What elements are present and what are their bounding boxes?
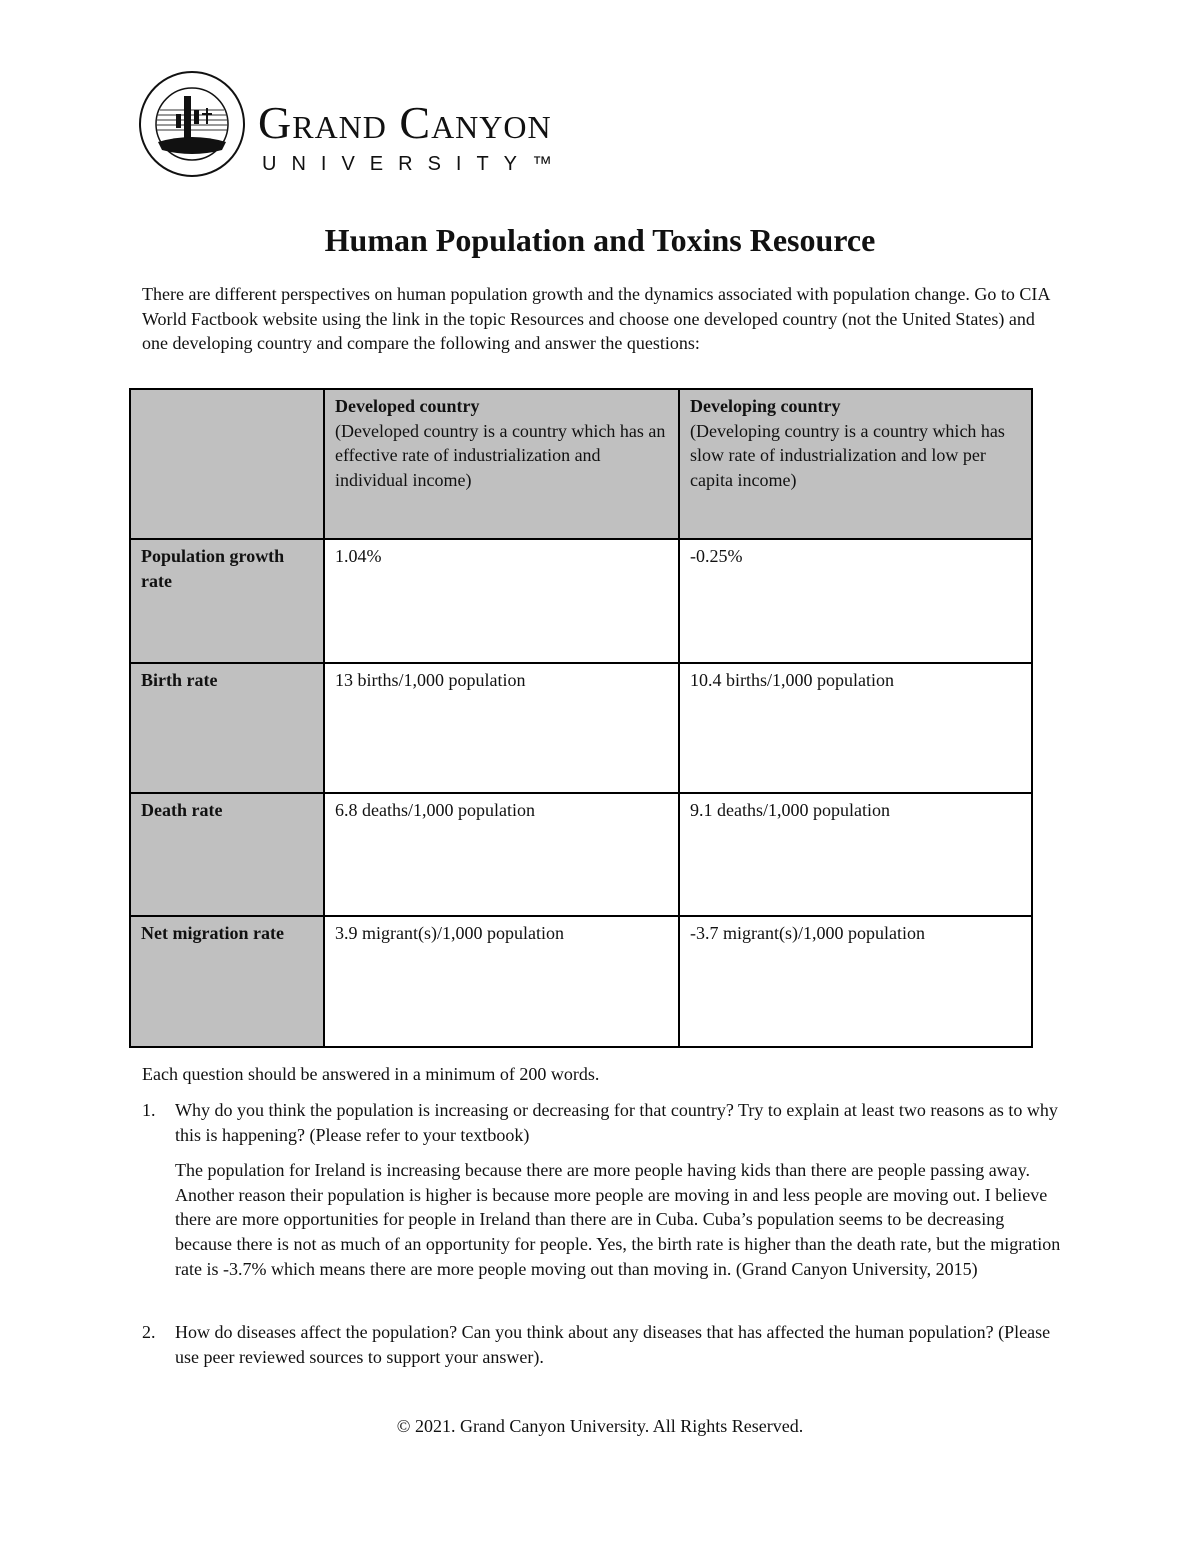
row-label-text: Birth rate xyxy=(141,670,218,690)
cell-developing: 9.1 deaths/1,000 population xyxy=(679,793,1032,916)
question-text: Why do you think the population is increasing or decreasing for that country? Try to explain at least two reasons as to why this is happening? (Please refer to your textbook) xyxy=(175,1100,1058,1145)
header-desc: (Developed country is a country which has an effective rate of industrialization and individual income) xyxy=(335,420,666,490)
table-row xyxy=(130,663,1032,793)
question-number: 1. xyxy=(142,1100,156,1120)
word-count-note: Each question should be answered in a minimum of 200 words. xyxy=(142,1064,600,1084)
question-1 xyxy=(142,1098,1062,1281)
header-title: Developing country xyxy=(690,396,841,416)
copyright-footer: © 2021. Grand Canyon University. All Rights Reserved. xyxy=(396,1416,804,1436)
header-cell-developed xyxy=(324,389,679,539)
header-title: Developed country xyxy=(335,396,480,416)
table-row xyxy=(130,916,1032,1047)
cell-developed: 3.9 migrant(s)/1,000 population xyxy=(324,916,679,1047)
table-row xyxy=(130,793,1032,916)
answer-text: The population for Ireland is increasing because there are more people having kids than there are people passing away. Another reason their population is higher is because more people are moving in and less people are moving out. I believe there are more opportunities for people in Ireland than there are in Cuba. Cuba’s population seems to be decreasing because there is not as much of an opportunity for people. Yes, the birth rate is higher than the death rate, but the migration rate is -3.7% which means there are more people moving out than moving in. (Grand Canyon University, 2015) xyxy=(175,1160,1061,1279)
row-label xyxy=(130,793,324,916)
logo-subtitle: UNIVERSITY™ xyxy=(262,153,568,175)
cell-developed: 1.04% xyxy=(324,539,679,663)
cell-developing: -0.25% xyxy=(679,539,1032,663)
question-2 xyxy=(142,1320,1062,1369)
logo-wordmark: Grand Canyon xyxy=(258,97,552,148)
cell-developed: 6.8 deaths/1,000 population xyxy=(324,793,679,916)
row-label-text: Population growth rate xyxy=(141,546,285,591)
table-row xyxy=(130,539,1032,663)
header-desc: (Developing country is a country which has slow rate of industrialization and low per capita income) xyxy=(690,420,1005,490)
page-title: Human Population and Toxins Resource xyxy=(324,222,876,258)
university-logo xyxy=(138,70,618,180)
header-cell-developing xyxy=(679,389,1032,539)
table-header-row xyxy=(130,389,1032,539)
row-label xyxy=(130,539,324,663)
row-label-text: Net migration rate xyxy=(141,923,284,943)
comparison-table xyxy=(129,388,1033,1048)
question-text: How do diseases affect the population? Can you think about any diseases that has affected the human population? (Please use peer reviewed sources to support your answer). xyxy=(175,1322,1051,1367)
row-label-text: Death rate xyxy=(141,800,223,820)
row-label xyxy=(130,663,324,793)
row-label xyxy=(130,916,324,1047)
cell-developed: 13 births/1,000 population xyxy=(324,663,679,793)
cell-developing: 10.4 births/1,000 population xyxy=(679,663,1032,793)
cell-developing: -3.7 migrant(s)/1,000 population xyxy=(679,916,1032,1047)
intro-paragraph: There are different perspectives on human population growth and the dynamics associated with population change. Go to CIA World Factbook website using the link in the topic Resources and choose one developed country (not the United States) and one developing country and compare the following and answer the questions: xyxy=(142,284,1050,354)
header-cell-empty xyxy=(130,389,324,539)
question-number: 2. xyxy=(142,1322,156,1342)
university-seal-icon xyxy=(138,70,246,178)
